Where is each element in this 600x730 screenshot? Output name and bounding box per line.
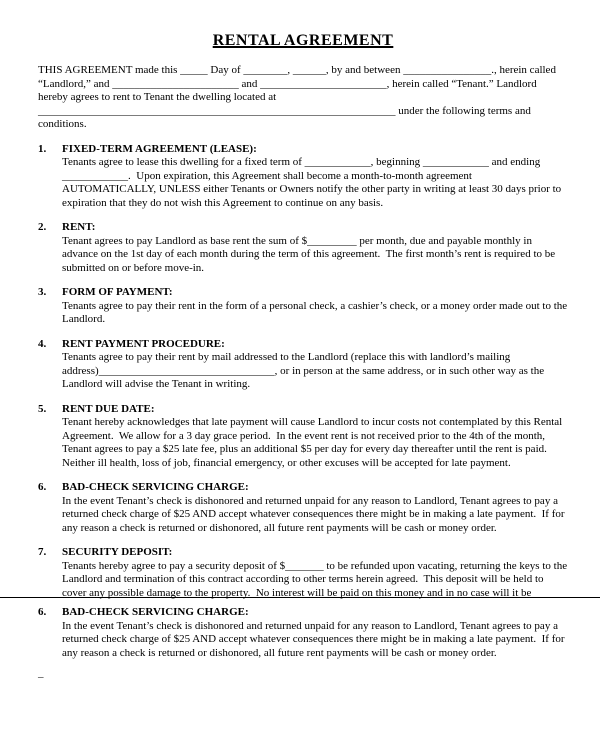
- footer-dash: –: [38, 671, 44, 683]
- section-body: Tenant agrees to pay Landlord as base rent the sum of $_________ per month, due and payable monthly in advance on the 1st day of each month during the term of this agreement. The first month’s rent is required to be submitted on or before move-in.: [62, 234, 558, 274]
- section-body: In the event Tenant’s check is dishonored and returned unpaid for any reason to Landlord, Tenant agrees to pay a returned check charge of $25 AND accept whatever consequences there might be in making a late payment. If for any reason a check is returned or dishonored, all future rent payments will be cash or money order.: [62, 494, 568, 534]
- section-body: Tenants agree to lease this dwelling for a fixed term of ____________, beginning ____________ and ending ____________. Upon expiration, this Agreement shall become a month-to-month agreement AUTOMATICALLY, UNLESS either Tenants or Owners notify the other party in writing at least 30 days prior to expiration that they do not wish this Agreement to continue on any basis.: [62, 156, 564, 209]
- section-heading: SECURITY DEPOSIT:: [62, 546, 173, 558]
- section-rent-due-date: [38, 403, 568, 471]
- section-number: 3.: [38, 286, 47, 298]
- section-rent-payment-procedure: [38, 338, 568, 392]
- section-number: 1.: [38, 142, 47, 155]
- section-heading: BAD-CHECK SERVICING CHARGE:: [62, 481, 249, 493]
- section-body: In the event Tenant’s check is dishonored and returned unpaid for any reason to Landlord, Tenant agrees to pay a returned check charge of $25 AND accept whatever consequences there might be in making a late payment. If for any reason a check is returned or dishonored, all future rent payments will be cash or money order.: [62, 619, 568, 659]
- section-number: 5.: [38, 402, 47, 415]
- section-heading: FIXED-TERM AGREEMENT (LEASE):: [62, 142, 257, 155]
- section-number: 2.: [38, 221, 47, 233]
- section-security-deposit: [38, 546, 568, 600]
- section-number: 6.: [38, 481, 47, 493]
- intro-paragraph: THIS AGREEMENT made this _____ Day of ________, ______, by and between ________________., herein called “Landlord,” and _______________________ and _______________________, herein called “Tenant.” Landlord hereby agrees to rent to Tenant the dwelling located at _________________________________________________________________ under the following terms and conditions.: [38, 64, 559, 130]
- section-heading: RENT DUE DATE:: [62, 402, 155, 415]
- section-number: 6.: [38, 606, 47, 618]
- section-bad-check-charge-repeat: [38, 606, 568, 660]
- section-fixed-term: [38, 143, 568, 211]
- section-form-of-payment: [38, 286, 568, 327]
- section-rent: [38, 221, 568, 275]
- section-heading: RENT:: [62, 221, 96, 233]
- section-body: Tenants agree to pay their rent in the form of a personal check, a cashier’s check, or a money order made out to the Landlord.: [62, 299, 570, 325]
- section-heading: BAD-CHECK SERVICING CHARGE:: [62, 606, 249, 618]
- document-title: RENTAL AGREEMENT: [212, 32, 394, 49]
- section-bad-check-charge: [38, 481, 568, 535]
- section-heading: FORM OF PAYMENT:: [62, 286, 173, 298]
- section-body: Tenant hereby acknowledges that late payment will cause Landlord to incur costs not contemplated by this Rental Agreement. We allow for a 3 day grace period. In the event rent is not received prior to the 4th of the month, Tenant agrees to pay a $25 late fee, plus an additional $5 per day for every day thereafter until the rent is paid. Neither ill health, loss of job, financial emergency, or other excuses will be accepted for late payment.: [62, 416, 565, 469]
- section-number: 4.: [38, 337, 47, 350]
- section-body: Tenants agree to pay their rent by mail addressed to the Landlord (replace this with landlord’s mailing address)________________________________, or in person at the same address, or in such other way as the Landlord will advise the Tenant in writing.: [62, 351, 547, 390]
- section-heading: RENT PAYMENT PROCEDURE:: [62, 337, 225, 350]
- section-body: Tenants hereby agree to pay a security deposit of $_______ to be refunded upon vacating, returning the keys to the Landlord and termination of this contract according to other terms herein agreed. This deposit will be held to cover any possible damage to the property. No interest will be paid on this money and in no case will it be: [62, 559, 570, 599]
- section-number: 7.: [38, 546, 47, 558]
